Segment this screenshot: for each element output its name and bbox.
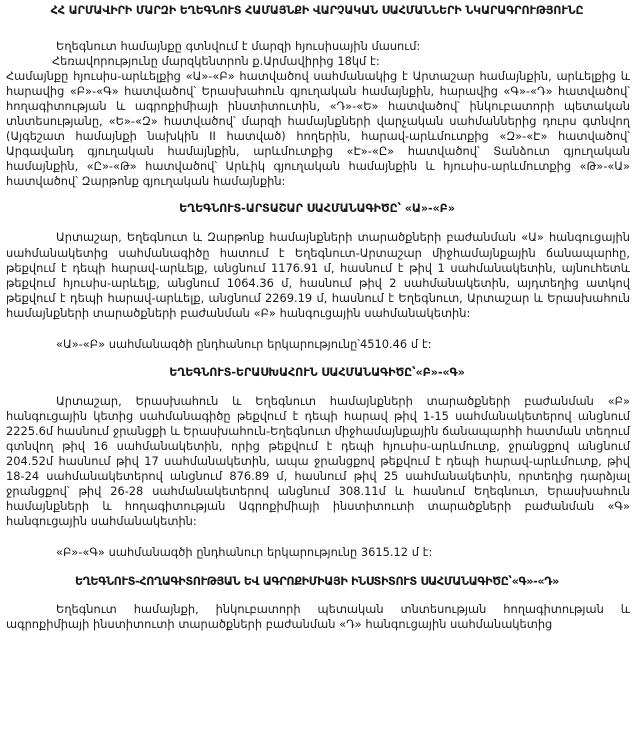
spacer — [0, 560, 634, 575]
intro-paragraph: Համայնքը հյուսիս-արևելքից «Ա»-«Բ» հատվածով սահմանակից է Արտաշար համայնքին, արևելքից և հարավից «Բ»-«Գ» հատվածով՝ Երասխահուն գյուղական համայնքին, հարավից «Գ»-«Դ» հատվածով՝ հողագիտության և ագրոքիմիայի ինստիտուտին, «Դ»-«Ե» հատվածով՝ ինկուբատորի պետական տնտեսությանը, «Ե»-«Զ» հատվածով՝ մարզի համայնքների վարչական սահմաններից դուրս գտնվող (Այգեշատ համայնքի նախկին II հատված) հողերին, հարավ-արևմուտքից «Զ»-«Է» հատվածով՝ Արգավանդ գյուղական համայնքին, արևմուտքից «Է»-«Ը» հատվածով՝ Տանձուտ գյուղական համայնքին, «Ը»-«Թ» հատվածով՝ Արևիկ գյուղական համայնքին և հյուսիս-արևմուտքից «Թ»-«Ա» հատվածով՝ Զարթոնք գյուղական համայնքին: — [6, 69, 630, 189]
spacer — [0, 588, 634, 602]
section-bg-paragraph: Արտաշար, Երասխահուն և Եղեգնուտ համայնքների տարածքների բաժանման «Բ» հանգուցային կետից սահմանագիծը թեքվում է դեպի հարավ թիվ 1-15 սահմանակետերով անցնում 2225.6մ հասնում ջրանցքի և Երասխահուն-Եղեգնուտ միջհամայնքային ճանապարհի հատման տեղում գտնվող թիվ 16 սահմանակետին, որից թեքվում է դեպի հյուսիս-արևմուտք, ջրանցքով անցնում 204.52մ հասնում թիվ 17 սահմանակետին, ապա ջրանցքով թեքվում է դեպի հարավ-արևմուտք, թիվ 18-24 սահմանակետերով անցնում 876.89 մ, հասնում թիվ 25 սահմանակետին, որտեղից դարձյալ ջրանցքով՝ թիվ 26-28 սահմանակետերով անցնում 308.11մ և հասնում Եղեգնուտ, Երասխահուն համայնքների և հողագիտության Ագրոքիմիայի ինստիտուտի տարածքների բաժանման «Գ» հանգուցային սահմանակետին: — [6, 393, 630, 529]
spacer — [0, 321, 634, 337]
intro-line-2: Հեռավորությունը մարզկենտրոն ք.Արմավիրից 18կմ է: — [52, 54, 380, 69]
section-ab-total: «Ա»-«Բ» սահմանագծի ընդհանուր երկարությունը՝4510.46 մ է: — [56, 336, 432, 351]
section-heading-bg: ԵՂԵԳՆՈՒՏ-ԵՐԱՍԽԱՀՈՒՆ ՍԱՀՄԱՆԱԳԻԾԸ՝«Բ»-«Գ» — [169, 365, 465, 379]
spacer — [0, 17, 634, 39]
section-ab-paragraph: Արտաշար, Եղեգնուտ և Զարթոնք համայնքների տարածքների բաժանման «Ա» հանգուցային սահմանակետից սահմանագիծը հատում է Եղեգնուտ-Արտաշար միջհամայնքային ճանապարհը, թեքվում է դեպի հարավ-արևելք, անցնում 1176.91 մ, հասնում է թիվ 1 սահմանակետին, այնուհետև թեքվում հյուսիս-արևելք, անցնում 1064.36 մ, հասնում թիվ 2 սահմանակետին, այդտեղից ատկով թեքվում է դեպի հարավ-արևելք, անցնում 2269.19 մ, հասնում է Եղեգնուտ, Արտաշար և Երասխահուն համայնքների տարածքների բաժանման «Բ» հանգուցային սահմանակետին: — [6, 230, 630, 320]
section-bg-total: «Բ»-«Գ» սահմանագծի ընդհանուր երկարությունը 3615.12 մ է: — [56, 545, 433, 560]
spacer — [0, 352, 634, 366]
spacer — [0, 379, 634, 394]
section-heading-gd: ԵՂԵԳՆՈՒՏ-ՀՈՂԱԳԻՏՈՒԹՅԱՆ ԵՎ ԱԳՐՈՔԻՄԻԱՅԻ ԻՆՍՏԻՏՈՒՏ ՍԱՀՄԱՆԱԳԻԾԸ՝«Գ»-«Դ» — [74, 575, 560, 589]
page-title: ՀՀ ԱՐՄԱՎԻՐԻ ՄԱՐԶԻ ԵՂԵԳՆՈՒՏ ՀԱՄԱՅՆՔԻ ՎԱՐՉԱԿԱՆ ՍԱՀՄԱՆՆԵՐԻ ՆԿԱՐԱԳՐՈՒԹՅՈՒՆԸ — [50, 4, 584, 17]
section-heading-ab: ԵՂԵԳՆՈՒՏ-ԱՐՏԱՇԱՐ ՍԱՀՄԱՆԱԳԻԾԸ՝ «Ա»-«Բ» — [179, 202, 455, 216]
document-page — [0, 4, 634, 746]
intro-line-1: Եղեգնուտ համայնքը գտնվում է մարզի հյուսիսային մասում: — [56, 39, 421, 53]
spacer — [0, 189, 634, 202]
spacer — [0, 529, 634, 545]
section-gd-paragraph: Եղեգնուտ համայնքի, ինկուբատորի պետական տնտեսության հողագիտության և ագրոքիմիայի ինստիտուտի տարածքների բաժանման «Դ» հանգուցային սահմանակետից — [6, 602, 630, 632]
spacer — [0, 215, 634, 230]
